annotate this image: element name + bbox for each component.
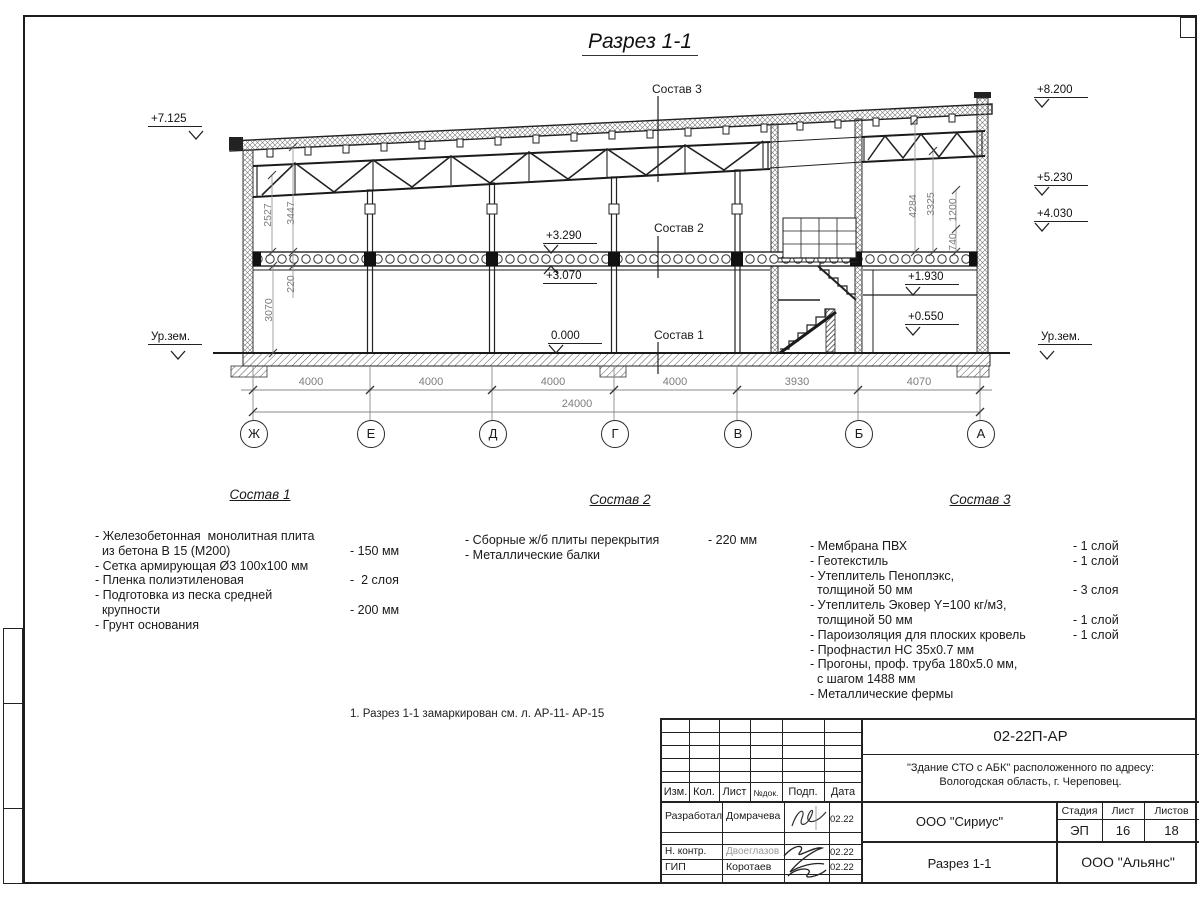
note-text: 1. Разрез 1-1 замаркирован см. л. АР-11- АР-15 — [350, 708, 605, 720]
composition-heading: Состав 2 — [589, 492, 651, 507]
composition-item: - Мембрана ПВХ — [810, 539, 908, 553]
composition-value: - 200 мм — [350, 602, 400, 617]
elevation-mark: +3.290 — [543, 230, 597, 244]
composition-item: - Пароизоляция для плоских кровель — [810, 627, 1026, 642]
composition-value: - 1 слой — [1073, 539, 1119, 553]
elevation-mark: 0.000 — [548, 330, 602, 344]
tb-project-line1: "Здание СТО с АБК" расположенного по адресу: — [906, 762, 1155, 774]
dim-label: 4070 — [906, 376, 932, 388]
dim-label: 4000 — [540, 376, 566, 388]
tb-col-podp: Подп. — [788, 786, 818, 798]
composition-item: крупности — [95, 602, 161, 617]
composition-callout: Состав 1 — [654, 328, 704, 342]
dim-label: 4284 — [907, 194, 919, 218]
elevation-mark: +8.200 — [1034, 84, 1088, 98]
dim-label: 2527 — [262, 203, 274, 227]
tb-col-izm: Изм. — [663, 786, 688, 798]
tb-sheet-label: Лист — [1111, 805, 1135, 817]
composition-callout: Состав 2 — [654, 221, 704, 235]
composition-item: - Прогоны, проф. труба 180х5.0 мм, — [810, 657, 1018, 672]
composition-heading: Состав 3 — [949, 492, 1011, 507]
composition-item: - Грунт основания — [95, 617, 200, 632]
signature — [780, 842, 830, 882]
composition-value: - 220 мм — [708, 533, 758, 547]
tb-role: Н. контр. — [665, 846, 707, 857]
composition-item: толщиной 50 мм — [810, 583, 913, 598]
composition-item: из бетона В 15 (М200) — [95, 543, 231, 558]
elevation-mark: +7.125 — [148, 113, 202, 127]
dim-label: 3325 — [925, 192, 937, 216]
dim-label: 3930 — [784, 376, 810, 388]
ground-level-mark: Ур.зем. — [1038, 331, 1092, 345]
composition-item: с шагом 1488 мм — [810, 672, 916, 687]
axis-bubble: В — [724, 420, 752, 448]
title-block — [660, 718, 1197, 884]
composition-value: - 1 слой — [1073, 627, 1119, 642]
composition-list-3 — [810, 492, 1150, 702]
composition-item: - Геотекстиль — [810, 553, 889, 568]
axis-bubble: А — [967, 420, 995, 448]
elevation-mark: +0.550 — [905, 311, 959, 325]
tb-col-data: Дата — [830, 786, 856, 798]
tb-stage-value: ЭП — [1070, 823, 1089, 838]
tb-stage-label: Стадия — [1061, 805, 1098, 817]
elevation-mark: +5.230 — [1034, 172, 1088, 186]
tb-role: Разработал — [665, 810, 723, 822]
composition-item: - Металлические фермы — [810, 686, 954, 701]
tb-drawing-name: Разрез 1-1 — [927, 856, 992, 871]
axis-bubble: Б — [845, 420, 873, 448]
tb-name: Двоеглазов — [726, 846, 780, 857]
composition-item: толщиной 50 мм — [810, 612, 913, 627]
dim-label: 4000 — [418, 376, 444, 388]
dim-label: 4000 — [298, 376, 324, 388]
composition-item: - Утеплитель Эковер Y=100 кг/м3, — [810, 598, 1007, 613]
ground-level-mark: Ур.зем. — [148, 331, 202, 345]
composition-item: - Сетка армирующая Ø3 100х100 мм — [95, 558, 309, 573]
tb-col-kol: Кол. — [693, 786, 715, 798]
composition-value: - 2 слоя — [350, 573, 399, 588]
tb-date: 02.22 — [830, 862, 854, 873]
tb-date: 02.22 — [830, 814, 854, 825]
dim-label: 4000 — [662, 376, 688, 388]
composition-item: - Сборные ж/б плиты перекрытия — [465, 533, 660, 547]
axis-bubble: Д — [479, 420, 507, 448]
composition-callout: Состав 3 — [652, 82, 702, 96]
tb-doc-number: 02-22П-АР — [993, 728, 1068, 745]
composition-item: - Металлические балки — [465, 547, 600, 562]
composition-list-2 — [465, 492, 775, 563]
tb-org-design: ООО "Сириус" — [915, 814, 1004, 829]
axis-bubble: Е — [357, 420, 385, 448]
tb-role: ГИП — [665, 861, 686, 873]
elevation-mark: +1.930 — [905, 271, 959, 285]
composition-item: - Железобетонная монолитная плита — [95, 529, 315, 543]
total-dim-label: 24000 — [561, 398, 593, 410]
composition-item: - Профнастил НС 35х0.7 мм — [810, 642, 975, 657]
signature — [786, 804, 830, 832]
tb-project-line2: Вологодская область, г. Череповец. — [939, 776, 1122, 788]
composition-value: - 1 слой — [1073, 553, 1119, 568]
composition-item: - Подготовка из песка средней — [95, 588, 273, 603]
dim-label: 740 — [947, 233, 959, 251]
tb-sheets-value: 18 — [1164, 823, 1179, 838]
composition-value: - 3 слоя — [1073, 583, 1119, 598]
dim-label: 1200 — [947, 198, 959, 222]
page-title: Разрез 1-1 — [540, 30, 740, 54]
composition-item: - Утеплитель Пеноплэкс, — [810, 568, 955, 583]
dim-label: 220 — [285, 275, 297, 293]
axis-bubble: Г — [601, 420, 629, 448]
elevation-mark: +4.030 — [1034, 208, 1088, 222]
tb-name: Домрачева — [726, 810, 781, 822]
dim-label: 3447 — [285, 201, 297, 225]
composition-list-1 — [95, 487, 425, 633]
composition-heading: Состав 1 — [229, 487, 291, 502]
tb-date: 02.22 — [830, 847, 854, 858]
axis-bubble: Ж — [240, 420, 268, 448]
tb-name: Коротаев — [726, 861, 772, 873]
elevation-mark: +3.070 — [543, 270, 597, 284]
composition-item: - Пленка полиэтиленовая — [95, 573, 244, 588]
tb-org-customer: ООО "Альянс" — [1081, 854, 1175, 870]
tb-col-list: Лист — [722, 786, 747, 798]
dim-label: 3070 — [263, 298, 275, 322]
tb-sheet-value: 16 — [1115, 823, 1131, 838]
tb-sheets-label: Листов — [1154, 805, 1189, 817]
composition-value: - 1 слой — [1073, 612, 1119, 627]
composition-value: - 150 мм — [350, 543, 400, 558]
tb-col-ndok: №док. — [753, 788, 779, 798]
